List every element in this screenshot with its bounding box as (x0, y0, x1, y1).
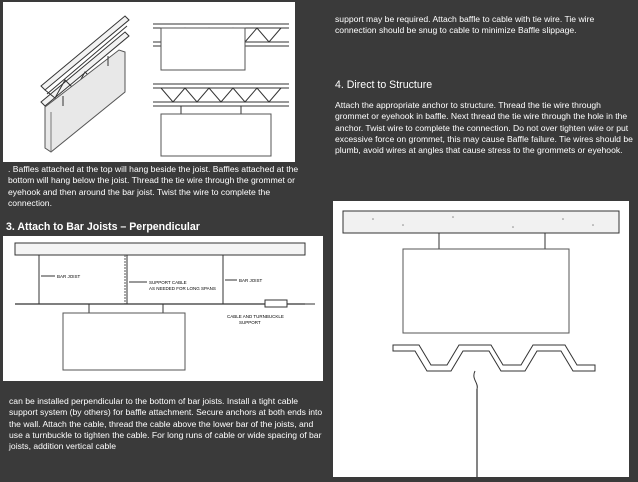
cable-support-illustration (3, 236, 323, 381)
section-continued-text: support may be required. Attach baffle to cable with tie wire. Tie wire connection should be snug to cable to minimize Baffle slippage. (335, 14, 595, 36)
support-cable-label: SUPPORT CABLE (149, 280, 187, 285)
bar-joist-perpendicular-diagram (3, 236, 323, 381)
anchor-illustration (333, 201, 629, 477)
bar-joist-label-1: BAR JOIST (57, 274, 81, 279)
cable-turnbuckle-label: CABLE AND TURNBUCKLE (227, 314, 284, 319)
support-label: SUPPORT (239, 320, 261, 325)
top-left-diagram (3, 2, 295, 162)
section-4-body: Attach the appropriate anchor to structure. Thread the tie wire through grommet or eyehook in baffle. Next thread the tie wire through the hole in the anchor. Twist wire to complete the connection. Do not over tighten wire or put excessive force on grommet, this may cause Baffle failure. Tie wires should be plumb, avoid wires at angles that cause stress to the grommets or eyehook. (335, 100, 633, 156)
bar-joist-label-2: BAR JOIST (239, 278, 263, 283)
section-4-heading: 4. Direct to Structure (335, 79, 433, 91)
direct-structure-diagram (333, 201, 629, 477)
section-3-heading: 3. Attach to Bar Joists – Perpendicular (6, 221, 200, 233)
as-needed-label: AS NEEDED FOR LONG SPANS (149, 286, 216, 291)
joist-baffle-illustration (3, 2, 295, 162)
section-3-body: can be installed perpendicular to the bottom of bar joists. Install a tight cable support system (by others) for baffle attachment. Secure anchors at both ends into the wall. Attach the cable, thread the cable above the lower bar of the joists, and use a turnbuckle to tighten the cable. For long runs of cable or wide spacing of bar joists, addition vertical cable (9, 396, 323, 452)
top-left-caption: . Baffles attached at the top will hang beside the joist. Baffles attached at the bottom will hang below the joist. Thread the tie wire through the grommet or eyehook and then around the bar joist. Twist the wire to complete the connection. (8, 164, 299, 208)
